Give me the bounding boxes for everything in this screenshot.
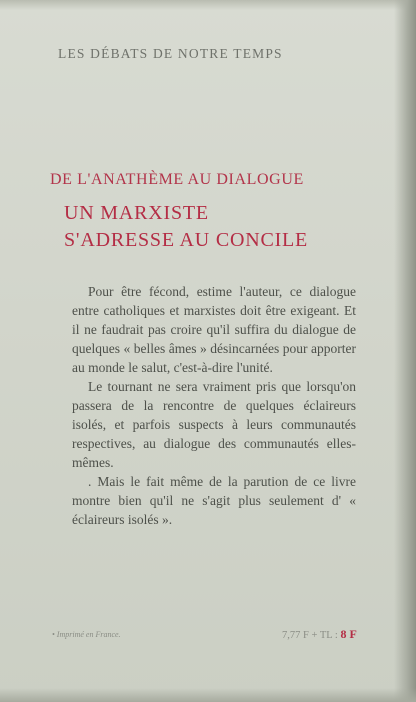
blurb-paragraph-2: Le tournant ne sera vraiment pris que lorsqu'on passera de la rencontre de quelques éclaireurs isolés, et parfois suspects à leurs communautés respectives, au dialogue des communautés elles-mêmes. — [72, 379, 356, 470]
series-name: LES DÉBATS DE NOTRE TEMPS — [58, 46, 283, 61]
blurb-paragraph-3: . Mais le fait même de la parution de ce livre montre bien qu'il ne s'agit plus seulement d' « éclaireurs isolés ». — [72, 474, 356, 527]
book-title-line-1: UN MARXISTE — [64, 202, 209, 224]
price-prefix: 7,77 F + TL : — [282, 630, 338, 641]
printed-in-note: • Imprimé en France. — [52, 630, 121, 639]
blurb-text — [72, 282, 356, 529]
cover-top-edge — [0, 0, 416, 10]
book-subtitle: DE L'ANATHÈME AU DIALOGUE — [50, 171, 304, 188]
price-label — [282, 627, 357, 642]
cover-bottom-edge — [0, 688, 416, 702]
price-value: 8 F — [340, 627, 357, 641]
cover-spine-shadow — [394, 0, 416, 702]
book-title-line-2: S'ADRESSE AU CONCILE — [64, 229, 309, 251]
blurb-paragraph-1: Pour être fécond, estime l'auteur, ce dialogue entre catholiques et marxistes doit être exigeant. Et il ne faudrait pas croire qu'il suffira du dialogue de quelques « belles âmes » désincarnées pour apporter au monde le salut, c'est-à-dire l'unité. — [72, 284, 356, 375]
